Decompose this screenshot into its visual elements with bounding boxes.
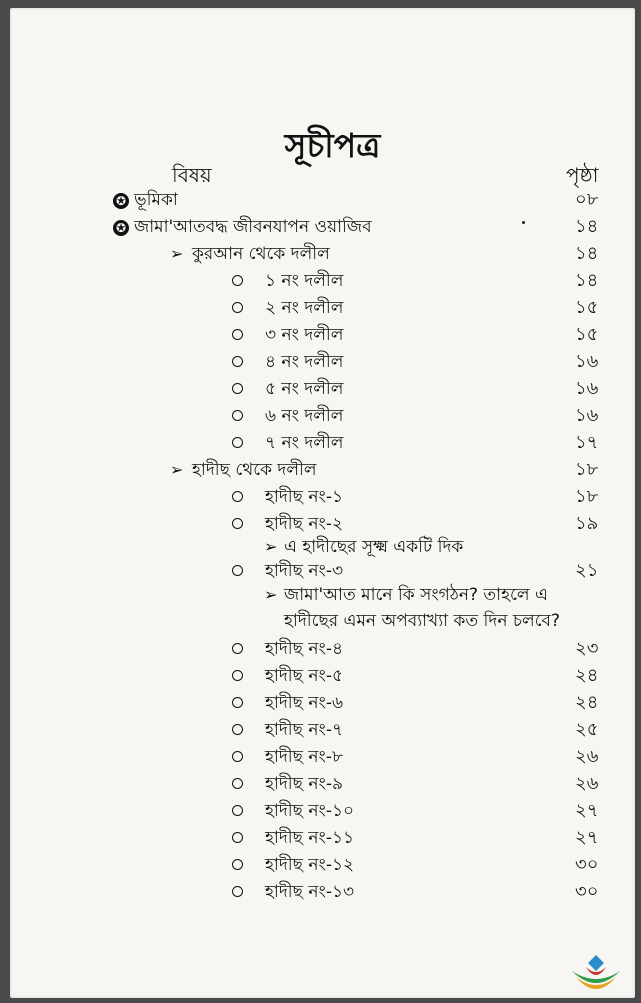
toc-row (10, 535, 635, 562)
toc-entry-page: ২৬ (575, 773, 599, 794)
circle-bullet-icon (232, 774, 243, 794)
toc-row (10, 242, 635, 269)
toc-entry-page: ২১ (575, 560, 599, 581)
circle-bullet-icon (232, 747, 243, 767)
column-header-page: পৃষ্ঠা (566, 163, 599, 187)
toc-entry-text: ৭ নং দলীল (265, 433, 344, 453)
star-bullet-icon: ✪ (113, 190, 129, 210)
toc-entry-text: হাদীছ নং-৬ (265, 693, 344, 713)
toc-entry-page: ১৫ (575, 324, 599, 345)
toc-entry-text: ৩ নং দলীল (265, 325, 344, 345)
toc-entry-page: ১৬ (575, 405, 599, 426)
toc-entry-page: ২৬ (575, 746, 599, 767)
toc-row (10, 188, 635, 215)
toc-entry-page: ১৬ (575, 378, 599, 399)
toc-entry-text: হাদীছ নং-১০ (265, 801, 355, 821)
toc-entry-text: ৫ নং দলীল (265, 379, 344, 399)
toc-row (10, 377, 635, 404)
toc-row (10, 745, 635, 772)
toc-row (10, 269, 635, 296)
toc-entry-page: ২৪ (575, 692, 599, 713)
circle-bullet-icon (232, 666, 243, 686)
circle-bullet-icon (232, 639, 243, 659)
circle-bullet-icon (232, 487, 243, 507)
toc-entry-page: ৩০ (575, 881, 599, 902)
toc-row (10, 718, 635, 745)
circle-bullet-icon (232, 271, 243, 291)
toc-entry-text: হাদীছ নং-১ (265, 487, 343, 507)
arrow-bullet-icon: ➢ (170, 460, 184, 479)
toc-entry-page: ২৩ (575, 638, 599, 659)
toc-entry-text: জামা'আতবদ্ধ জীবনযাপন ওয়াজিব (134, 217, 372, 237)
circle-bullet-icon (232, 325, 243, 345)
toc-entry-text: হাদীছ নং-৪ (265, 639, 343, 659)
toc-row (10, 559, 635, 586)
publisher-logo-icon (568, 953, 624, 993)
toc-entry-text: হাদীছ নং-৩ (265, 561, 344, 581)
toc-entry-text: হাদীছ নং-৫ (265, 666, 343, 686)
column-header-topic: বিষয় (172, 163, 212, 187)
toc-entry-text: এ হাদীছের সূক্ষ্ম একটি দিক (284, 537, 464, 557)
circle-bullet-icon (232, 693, 243, 713)
circle-bullet-icon (232, 352, 243, 372)
toc-row (10, 485, 635, 512)
toc-entry-page: ২৭ (575, 800, 599, 821)
star-bullet-icon: ✪ (113, 217, 129, 237)
toc-entry-text: হাদীছ থেকে দলীল (192, 460, 317, 480)
toc-entry-page: ২৭ (575, 827, 599, 848)
toc-entry-text: হাদীছ নং-১১ (265, 828, 355, 848)
toc-row (10, 583, 635, 610)
toc-entry-page: ১৮ (575, 486, 599, 507)
toc-row (10, 664, 635, 691)
circle-bullet-icon (232, 298, 243, 318)
toc-entry-text: হাদীছ নং-৮ (265, 747, 343, 767)
toc-row (10, 691, 635, 718)
toc-entry-text: হাদীছ নং-৯ (265, 774, 343, 794)
toc-entry-page: ১৪ (575, 216, 599, 237)
toc-row (10, 431, 635, 458)
toc-entry-page: ১৮ (575, 459, 599, 480)
toc-entry-text: হাদীছ নং-১২ (265, 855, 355, 875)
toc-entry-text: ৬ নং দলীল (265, 406, 344, 426)
toc-row (10, 772, 635, 799)
circle-bullet-icon (232, 379, 243, 399)
toc-entry-page: ১৭ (575, 432, 599, 453)
toc-row (10, 880, 635, 907)
toc-row (10, 458, 635, 485)
book-page (10, 8, 635, 998)
toc-entry-text: কুরআন থেকে দলীল (192, 244, 330, 264)
toc-entry-page: ১৯ (575, 513, 599, 534)
toc-entry-text: ১ নং দলীল (265, 271, 344, 291)
toc-entry-text: ৪ নং দলীল (265, 352, 344, 372)
circle-bullet-icon (232, 882, 243, 902)
circle-bullet-icon (232, 855, 243, 875)
toc-entry-page: ১৬ (575, 351, 599, 372)
toc-entry-page: ১৪ (575, 243, 599, 264)
toc-row (10, 637, 635, 664)
arrow-bullet-icon: ➢ (264, 585, 278, 604)
circle-bullet-icon (232, 561, 243, 581)
toc-row (10, 323, 635, 350)
toc-row (10, 826, 635, 853)
toc-entry-page: ২৫ (575, 719, 599, 740)
arrow-bullet-icon: ➢ (170, 244, 184, 263)
toc-row (10, 609, 635, 636)
toc-row (10, 350, 635, 377)
toc-entry-text: ভূমিকা (134, 190, 178, 210)
circle-bullet-icon (232, 828, 243, 848)
toc-entry-text: হাদীছ নং-২ (265, 514, 344, 534)
toc-entry-text: হাদীছ নং-১৩ (265, 882, 355, 902)
toc-entry-page: ০৮ (575, 189, 599, 210)
circle-bullet-icon (232, 406, 243, 426)
arrow-bullet-icon: ➢ (264, 537, 278, 556)
toc-row (10, 799, 635, 826)
toc-entry-page: ২৪ (575, 665, 599, 686)
circle-bullet-icon (232, 433, 243, 453)
toc-entry-text: হাদীছের এমন অপব্যাখ্যা কত দিন চলবে? (284, 611, 561, 631)
circle-bullet-icon (232, 514, 243, 534)
toc-row (10, 296, 635, 323)
toc-row (10, 853, 635, 880)
toc-entry-page: ১৫ (575, 297, 599, 318)
page-title: সূচীপত্র (284, 126, 381, 165)
circle-bullet-icon (232, 720, 243, 740)
toc-entry-page: ৩০ (575, 854, 599, 875)
circle-bullet-icon (232, 801, 243, 821)
toc-entry-page: ১৪ (575, 270, 599, 291)
toc-entry-text: জামা'আত মানে কি সংগঠন? তাহলে এ (284, 585, 548, 605)
toc-row (10, 404, 635, 431)
toc-entry-text: ২ নং দলীল (265, 298, 344, 318)
toc-entry-text: হাদীছ নং-৭ (265, 720, 344, 740)
toc-row (10, 215, 635, 242)
